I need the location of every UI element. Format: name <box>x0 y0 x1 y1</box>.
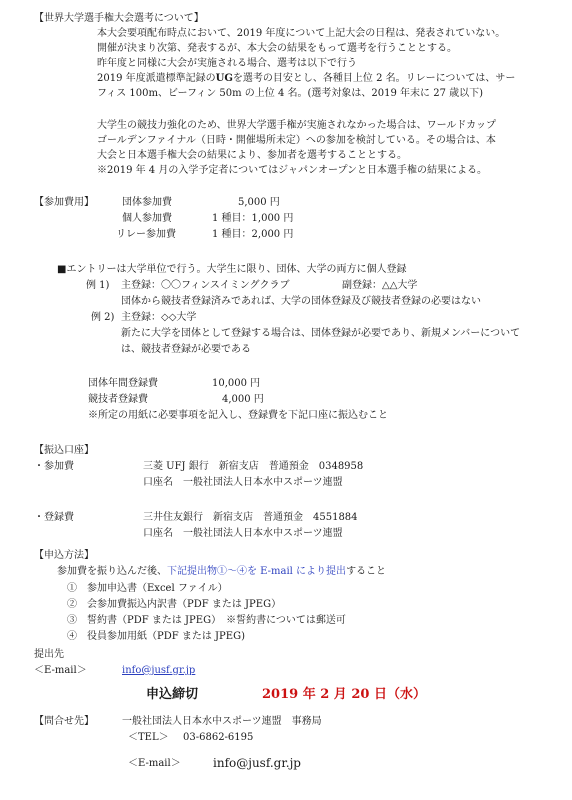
contact-email[interactable]: info@jusf.gr.jp <box>213 756 301 770</box>
paragraph-line: ゴールデンファイナル（日時・開催場所未定）への参加を検討している。その場合は、本 <box>97 135 496 146</box>
paragraph-line: フィス 100m、ビーフィン 50m の上位 4 名。(選考対象は、2019 年末に 27 歳以下) <box>97 88 484 99</box>
fee-value: 1 種目：2,000 円 <box>212 229 294 240</box>
fee-label: 団体参加費 <box>122 197 172 208</box>
example-sub: 副登録：△△大学 <box>342 280 418 291</box>
reg-note: ※所定の用紙に必要事項を記入し、登録費を下記口座に振込むこと <box>88 410 388 421</box>
bank-holder: 口座名 一般社団法人日本水中スポーツ連盟 <box>143 477 343 488</box>
fee-label: リレー参加費 <box>116 229 176 240</box>
submission-item: ③ 誓約書（PDF または JPEG） ※誓約書については郵送可 <box>67 615 346 626</box>
bank-account: 三菱 UFJ 銀行 新宿支店 普通預金 0348958 <box>143 461 364 472</box>
apply-intro: 参加費を振り込んだ後、下記提出物①～④を E-mail により提出すること <box>57 566 387 577</box>
fee-value: 5,000 円 <box>238 197 280 208</box>
submission-email-link[interactable]: info@jusf.gr.jp <box>122 665 196 676</box>
paragraph-line: 本大会要項配布時点において、2019 年度について上記大会の日程は、発表されていない。 <box>97 28 506 39</box>
fee-value: 1 種目：1,000 円 <box>212 213 294 224</box>
deadline-label: 申込締切 <box>146 687 199 702</box>
paragraph-line: 大学生の競技力強化のため、世界大学選手権が実施されなかった場合は、ワールドカップ <box>97 120 496 131</box>
tel-number: 03-6862-6195 <box>183 732 254 743</box>
paragraph-line: 大会と日本選手権大会の結果により、参加者を選考することとする。 <box>97 150 407 161</box>
contact-org: 一般社団法人日本水中スポーツ連盟 事務局 <box>122 716 322 727</box>
paragraph-note: ※2019 年 4 月の入学予定者についてはジャパンオープンと日本選手権の結果による。 <box>97 165 488 176</box>
bank-account: 三井住友銀行 新宿支店 普通預金 4551884 <box>143 512 358 523</box>
submission-item: ① 参加申込書（Excel ファイル） <box>67 583 228 594</box>
reg-value: 10,000 円 <box>212 378 261 389</box>
entry-rule: ■エントリーは大学単位で行う。大学生に限り、団体、大学の両方に個人登録 <box>57 264 407 275</box>
reg-value: 4,000 円 <box>222 394 264 405</box>
paragraph-line: 2019 年度派遣標準記録のUGを選考の目安とし、各種目上位 2 名。リレーについては、サー <box>97 73 516 84</box>
bank-fee-label: ・参加費 <box>34 461 74 472</box>
section-title-contact: 【問合せ先】 <box>34 716 94 727</box>
bank-holder: 口座名 一般社団法人日本水中スポーツ連盟 <box>143 528 343 539</box>
tel-label: ＜TEL＞ <box>128 732 169 743</box>
example-main: 主登録：◇◇大学 <box>121 312 197 323</box>
example-note: 新たに大学を団体として登録する場合は、団体登録が必要であり、新規メンバーについて <box>121 328 521 339</box>
section-title-selection: 【世界大学選手権大会選考について】 <box>34 13 204 24</box>
example-main: 主登録：〇〇フィンスイミングクラブ <box>121 280 290 291</box>
contact-email-label: ＜E-mail＞ <box>128 758 181 769</box>
reg-label: 競技者登録費 <box>88 394 148 405</box>
reg-label: 団体年間登録費 <box>88 378 158 389</box>
example-label: 例 2) <box>91 312 115 323</box>
section-title-fees: 【参加費用】 <box>34 197 94 208</box>
submission-item: ② 会参加費振込内訳書（PDF または JPEG） <box>67 599 282 610</box>
submission-item: ④ 役員参加用紙（PDF または JPEG) <box>67 631 245 642</box>
email-label: ＜E-mail＞ <box>34 665 87 676</box>
paragraph-line: 開催が決まり次第、発表するが、本大会の結果をもって選考を行うこととする。 <box>97 43 457 54</box>
example-note: は、競技者登録が必要である <box>121 344 251 355</box>
example-note: 団体から競技者登録済みであれば、大学の団体登録及び競技者登録の必要はない <box>121 296 481 307</box>
fee-label: 個人参加費 <box>122 213 172 224</box>
section-title-apply: 【申込方法】 <box>34 550 94 561</box>
section-title-bank: 【振込口座】 <box>34 445 94 456</box>
bank-reg-label: ・登録費 <box>34 512 74 523</box>
paragraph-line: 昨年度と同様に大会が実施される場合、選考は以下で行う <box>97 58 357 69</box>
dest-label: 提出先 <box>34 649 64 660</box>
apply-intro-highlight: 下記提出物①～④を E-mail により提出 <box>167 566 347 577</box>
deadline-date: 2019 年 2 月 20 日（水） <box>262 687 426 702</box>
example-label: 例 1) <box>86 280 110 291</box>
